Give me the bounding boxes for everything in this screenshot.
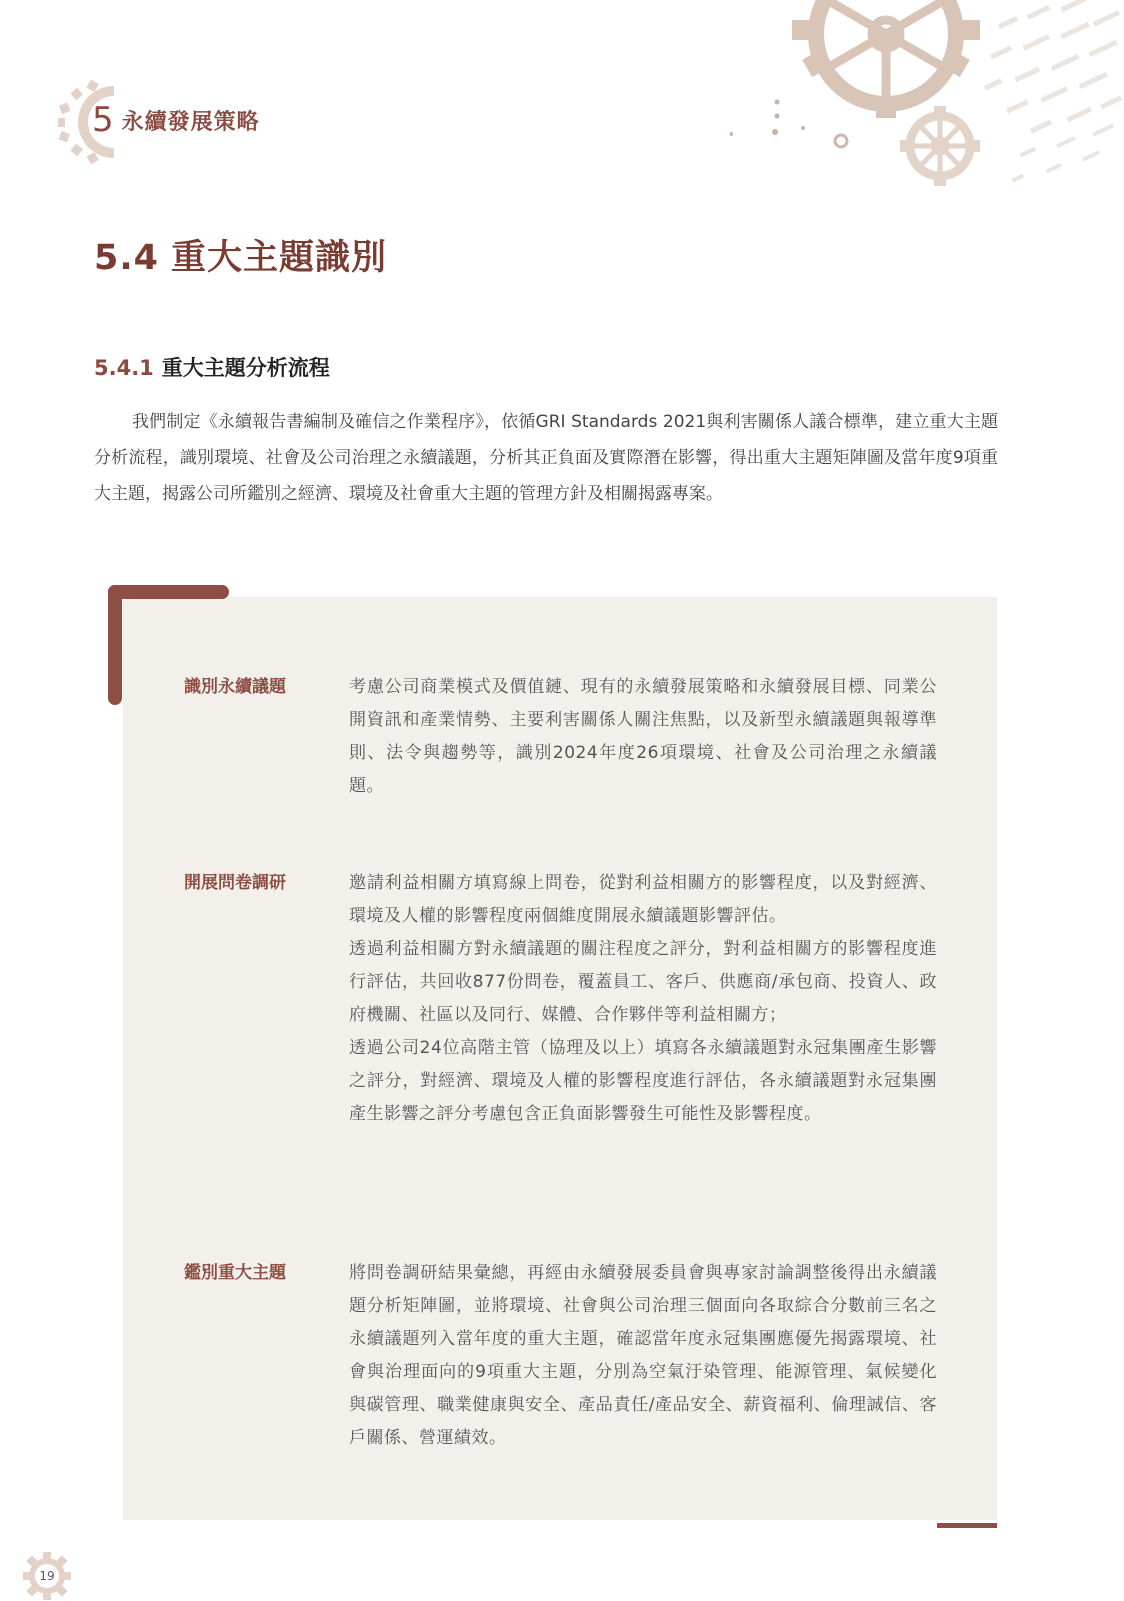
step-label: 開展問卷調研 xyxy=(184,873,286,893)
step-description xyxy=(349,1257,937,1455)
large-gear-icon xyxy=(792,0,980,118)
panel-corner-accent-horizontal xyxy=(108,585,229,599)
decorative-gears xyxy=(730,0,1124,210)
chapter-header xyxy=(58,80,260,160)
step-paragraph: 考慮公司商業模式及價值鏈、現有的永續發展策略和永續發展目標、同業公開資訊和產業情勢、主要利害關係人關注焦點，以及新型永續議題與報導準則、法令與趨勢等，識別2024年度26項環境、社會及公司治理之永續議題。 xyxy=(349,677,937,796)
tiny-gear-icon xyxy=(835,135,847,147)
subsection-number: 5.4.1 xyxy=(94,356,154,380)
step-label: 鑑別重大主題 xyxy=(184,1263,286,1283)
step-paragraph: 將問卷調研結果彙總，再經由永續發展委員會與專家討論調整後得出永續議題分析矩陣圖，並將環境、社會與公司治理三個面向各取綜合分數前三名之永續議題列入當年度的重大主題，確認當年度永冠集團應優先揭露環境、社會與治理面向的9項重大主題，分別為空氣汙染管理、能源管理、氣候變化與碳管理、職業健康與安全、產品責任/產品安全、薪資福利、倫理誠信、客戶關係、營運績效。 xyxy=(349,1263,937,1448)
page-number-badge xyxy=(22,1551,72,1601)
section-number: 5.4 xyxy=(94,238,160,278)
decorative-dash-pattern xyxy=(984,0,1122,182)
step-description xyxy=(349,867,937,1131)
panel-corner-accent-vertical xyxy=(108,585,122,705)
step-paragraph: 透過利益相關方對永續議題的關注程度之評分，對利益相關方的影響程度進行評估，共回收877份問卷，覆蓋員工、客戶、供應商/承包商、投資人、政府機關、社區以及同行、媒體、合作夥伴等利益相關方； xyxy=(349,939,937,1025)
chapter-number: 5 xyxy=(92,100,114,140)
section-title-text: 重大主題識別 xyxy=(171,238,388,278)
step-paragraph: 透過公司24位高階主管（協理及以上）填寫各永續議題對永冠集團產生影響之評分，對經濟、環境及人權的影響程度進行評估，各永續議題對永冠集團產生影響之評分考慮包含正負面影響發生可能性及影響程度。 xyxy=(349,1038,937,1124)
intro-paragraph: 我們制定《永續報告書編制及確信之作業程序》，依循GRI Standards 2021與利害關係人議合標準，建立重大主題分析流程，識別環境、社會及公司治理之永續議題，分析其正負面及實際潛在影響，得出重大主題矩陣圖及當年度9項重大主題，揭露公司所鑑別之經濟、環境及社會重大主題的管理方針及相關揭露專案。 xyxy=(94,412,998,504)
subsection-title xyxy=(94,352,330,382)
section-title xyxy=(94,230,387,280)
step-label: 識別永續議題 xyxy=(184,677,286,697)
process-step xyxy=(184,671,944,803)
step-paragraph: 邀請利益相關方填寫線上問卷，從對利益相關方的影響程度，以及對經濟、環境及人權的影響程度兩個維度開展永續議題影響評估。 xyxy=(349,873,937,926)
subsection-title-text: 重大主題分析流程 xyxy=(161,356,330,380)
small-gear-icon xyxy=(900,106,980,186)
chapter-title: 永續發展策略 xyxy=(121,109,260,135)
process-step xyxy=(184,867,944,1131)
page-number: 19 xyxy=(39,1569,55,1583)
panel-bottom-accent xyxy=(937,1523,997,1528)
decorative-dots xyxy=(730,100,805,137)
step-description xyxy=(349,671,937,803)
process-step xyxy=(184,1257,944,1455)
